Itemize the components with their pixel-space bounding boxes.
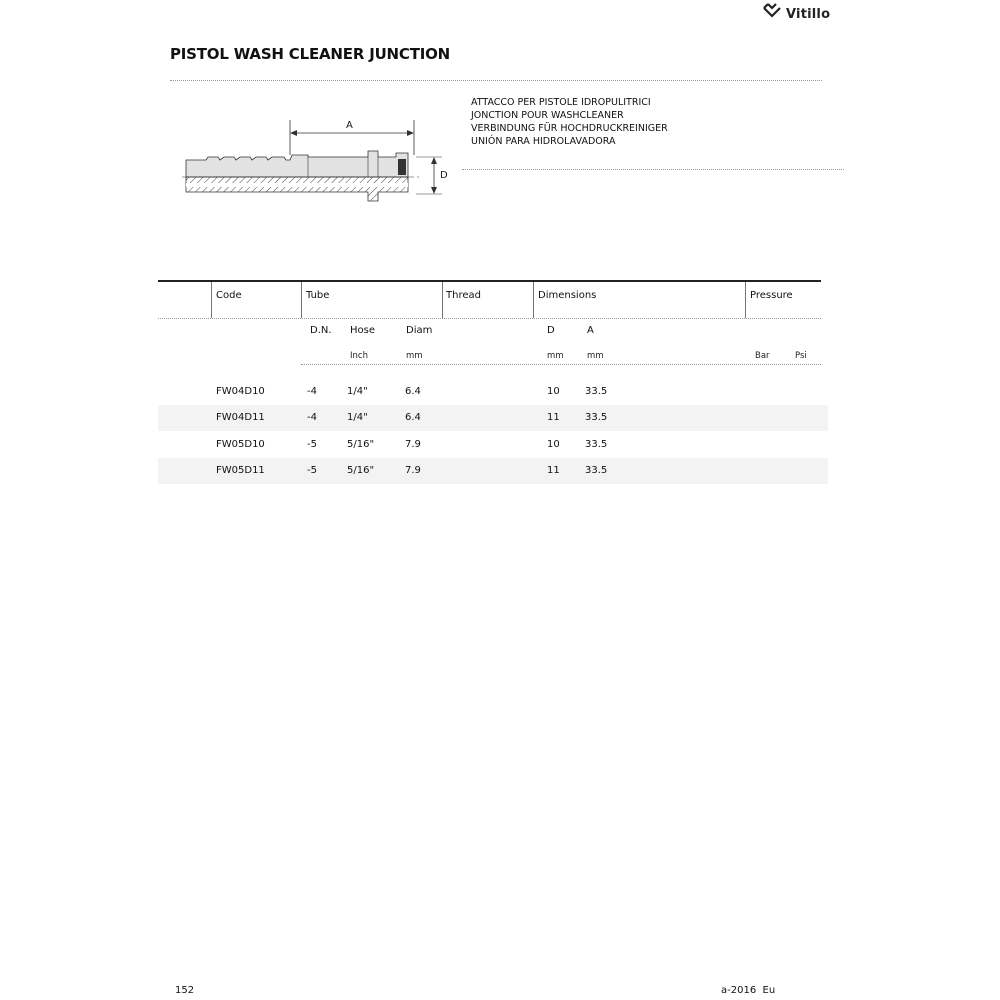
cell-diam: 6.4 [405, 386, 421, 397]
cell-dn: -4 [307, 412, 317, 423]
table-row [158, 379, 828, 405]
unit-d: mm [547, 351, 564, 361]
cell-hose: 1/4" [347, 386, 368, 397]
header-divider [158, 318, 821, 319]
edition-label: a-2016 Eu [721, 985, 776, 996]
description-line: ATTACCO PER PISTOLE IDROPULITRICI [471, 97, 651, 108]
cell-code: FW04D11 [216, 412, 265, 423]
cell-d: 11 [547, 412, 560, 423]
cell-a: 33.5 [585, 412, 608, 423]
cell-diam: 7.9 [405, 439, 421, 450]
subheader-diam: Diam [406, 325, 433, 336]
unit-diam: mm [406, 351, 423, 361]
unit-a: mm [587, 351, 604, 361]
column-divider [745, 282, 746, 318]
cell-d: 10 [547, 386, 560, 397]
subheader-hose: Hose [350, 325, 375, 336]
dimension-d-label: D [440, 170, 448, 181]
table-row [158, 432, 828, 458]
unit-psi: Psi [795, 351, 807, 361]
cell-code: FW04D10 [216, 386, 265, 397]
column-divider [442, 282, 443, 318]
header-thread: Thread [446, 290, 481, 301]
cell-code: FW05D10 [216, 439, 265, 450]
cell-a: 33.5 [585, 465, 608, 476]
product-drawing [180, 115, 450, 214]
cell-hose: 5/16" [347, 465, 375, 476]
title-divider [170, 80, 822, 81]
cell-diam: 7.9 [405, 465, 421, 476]
cell-d: 10 [547, 439, 560, 450]
table-top-rule [158, 280, 821, 282]
cell-dn: -5 [307, 439, 317, 450]
brand-name: Vitillo [786, 6, 831, 22]
description-line: JONCTION POUR WASHCLEANER [471, 110, 624, 121]
description-line: UNIÓN PARA HIDROLAVADORA [471, 136, 616, 147]
brand-logo [762, 2, 830, 26]
header-code: Code [216, 290, 242, 301]
multilingual-description [471, 96, 668, 148]
description-divider [462, 169, 844, 170]
subheader-d: D [547, 325, 555, 336]
column-divider [211, 282, 212, 318]
cell-diam: 6.4 [405, 412, 421, 423]
header-tube: Tube [306, 290, 330, 301]
cell-hose: 1/4" [347, 412, 368, 423]
dimension-a-label: A [346, 120, 353, 131]
unit-hose: Inch [350, 351, 368, 361]
cell-d: 11 [547, 465, 560, 476]
cell-dn: -5 [307, 465, 317, 476]
column-divider [533, 282, 534, 318]
vitillo-logo-icon [762, 2, 782, 26]
table-row [158, 458, 828, 484]
header-pressure: Pressure [750, 290, 793, 301]
cell-a: 33.5 [585, 439, 608, 450]
description-line: VERBINDUNG FÜR HOCHDRUCKREINIGER [471, 123, 668, 134]
table-row [158, 405, 828, 431]
header-dimensions: Dimensions [538, 290, 597, 301]
subheader-dn: D.N. [310, 325, 332, 336]
cell-code: FW05D11 [216, 465, 265, 476]
column-divider [301, 282, 302, 318]
subheader-a: A [587, 325, 594, 336]
cell-dn: -4 [307, 386, 317, 397]
units-divider [301, 364, 821, 365]
unit-bar: Bar [755, 351, 770, 361]
page-number: 152 [175, 985, 195, 996]
cell-a: 33.5 [585, 386, 608, 397]
page-title: PISTOL WASH CLEANER JUNCTION [170, 45, 451, 63]
cell-hose: 5/16" [347, 439, 375, 450]
